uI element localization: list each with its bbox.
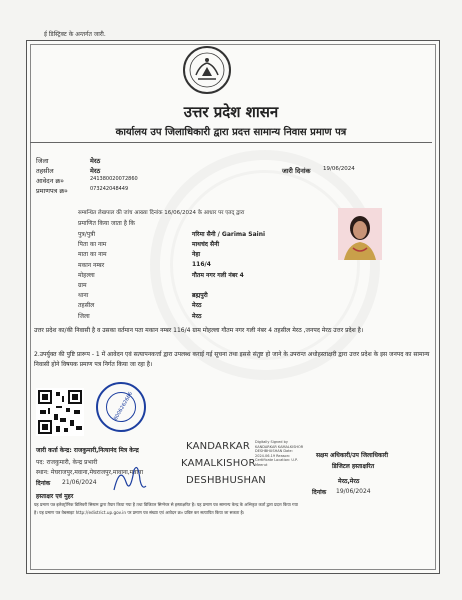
officer-date-value: 19/06/2024 — [336, 488, 371, 495]
application-value: 241380020072860 — [90, 176, 138, 182]
officer-digital-signed: डिजिटल हस्ताक्षरित — [332, 463, 375, 470]
digital-signer-name-line1: KANDARKAR — [186, 441, 250, 452]
detail-value: गौतम नगर गली नंबर 4 — [192, 271, 244, 279]
issuer-center: जारी कर्ता केन्द्र: राजकुमारी,नित्यानंद मित्र केन्द्र — [36, 447, 139, 454]
officer-location: मेरठ,मेरठ — [338, 478, 360, 485]
applicant-photo — [338, 208, 382, 260]
up-state-emblem-icon — [182, 45, 232, 95]
footer-note-line2: है। यह प्रमाण पत्र वेबसाइट http://edistrict.up.gov.in पर प्रमाण पत्र संख्या एवं आवेदन क्र० प्रविष्ट कर सत्यापित किया जा सकता है। — [34, 510, 245, 515]
district-label: जिला — [36, 157, 49, 165]
detail-label: माता का नाम — [78, 251, 107, 259]
detail-value: माथचंद सैनी — [192, 241, 220, 249]
detail-value: 116/4 — [192, 260, 211, 268]
issuer-location: स्थान: मेघराजपुर,मवाना,मेघराजपुर,मावाना,मवाना — [36, 469, 144, 476]
edistrict-note: ई डिस्ट्रिक्ट के अन्तर्गत जारी. — [44, 31, 106, 38]
document-title: उत्तर प्रदेश शासन — [183, 103, 279, 121]
detail-label: पिता का नाम — [78, 241, 107, 249]
verification-intro: सम्बन्धित लेखपाल की जांच आख्या दिनांक 16/06/2024 के आधार पर एतद् द्वारा — [78, 210, 245, 216]
detail-value: ब्रह्मपुरी — [192, 292, 208, 300]
tehsil-label: तहसील — [36, 167, 54, 175]
issue-date-value: 19/06/2024 — [323, 166, 355, 172]
detail-label: मकान नम्बर — [78, 261, 105, 269]
detail-value: मेरठ — [192, 302, 202, 310]
detail-value: गरिमा सैनी / Garima Saini — [192, 231, 266, 238]
residence-statement: उत्तर प्रदेश का/की निवासी है व उसका वर्तमान पता मकान नम्बर 116/4 ग्राम मोहल्ला गौतम नगर गली नंबर 4 तहसील मेरठ ,जनपद मेरठ उत्तर प्रदेश है। — [34, 327, 364, 334]
officer-date-label: दिनांक — [312, 489, 327, 496]
detail-label: थाना — [78, 292, 89, 300]
document-subtitle: कार्यालय उप जिलाधिकारी द्वारा प्रदत्त सामान्य निवास प्रमाण पत्र — [115, 127, 347, 138]
service-center-stamp — [96, 382, 146, 432]
district-value: मेरठ — [90, 157, 101, 165]
detail-value: मेरठ — [192, 312, 202, 320]
detail-label: तहसील — [78, 302, 95, 310]
detail-label: ग्राम — [78, 282, 87, 289]
certificate-label: प्रमाणपत्र क्र० — [36, 187, 68, 195]
issuer-date-label: दिनांक — [36, 480, 51, 487]
application-label: आवेदन क्र० — [36, 177, 64, 185]
detail-label: मोहल्ला — [78, 271, 95, 279]
digital-signer-name-line3: DESHBHUSHAN — [186, 475, 266, 486]
issuer-post: पद: राजकुमारी, केन्द्र प्रभारी — [36, 459, 98, 466]
officer-designation: सक्षम अधिकारी/उप जिलाधिकारी — [316, 452, 389, 459]
digital-signer-name-line2: KAMALKISHOR — [181, 458, 256, 469]
issuer-sign-label: हस्ताक्षर एवं मुहर — [36, 493, 74, 500]
footer-note-line1: यह प्रमाण पत्र इलेक्ट्रॉनिक डिलिवरी सिस्टम द्वारा तैयार किया गया है तथा डिजिटल सिग्नेचर से हस्ताक्षरित है। यह प्रमाण पत्र सामान्य केन्द्र के अभिकृत कर्ता द्वारा प्रदत्त किया गया — [34, 502, 298, 507]
stamp-number: 8006262666 — [112, 390, 135, 422]
detail-label: जिला — [78, 312, 90, 320]
certificate-value: 073242048449 — [90, 186, 129, 192]
verification-qr-code — [36, 388, 84, 436]
detail-label: पुत्र/पुत्री — [78, 231, 96, 238]
title-divider — [30, 142, 432, 143]
issuer-date-value: 21/06/2024 — [62, 479, 97, 486]
certify-label: प्रमाणित किया जाता है कि — [78, 220, 136, 227]
issue-date-label: जारी दिनांक — [282, 167, 311, 175]
handwritten-signature — [110, 460, 150, 496]
detail-value: नेहा — [192, 251, 201, 259]
tehsil-value: मेरठ — [90, 167, 101, 175]
digital-signature-note: Digitally Signed by KANDARKAR KAMALKISHOR DESHBHUSHAN Date: 2024.06.19 Reason: Certificate Location: U.P. Meerut — [255, 440, 304, 467]
confirmation-statement: 2.उपर्युक्त की पुष्टि प्रारूप - 1 में आवेदन एवं सत्यापनकर्त्ता द्वारा उपलब्ध कराई गई सूचना तथा इससे संतुष्ट हो जाने के उपरान्त अधोहस्ताक्षरी द्वारा उत्तर प्रदेश के इस जनपद का सामान्य निवासी होने विषयक प्रमाण पत्र निर्गत किया जा रहा है। — [34, 351, 430, 368]
